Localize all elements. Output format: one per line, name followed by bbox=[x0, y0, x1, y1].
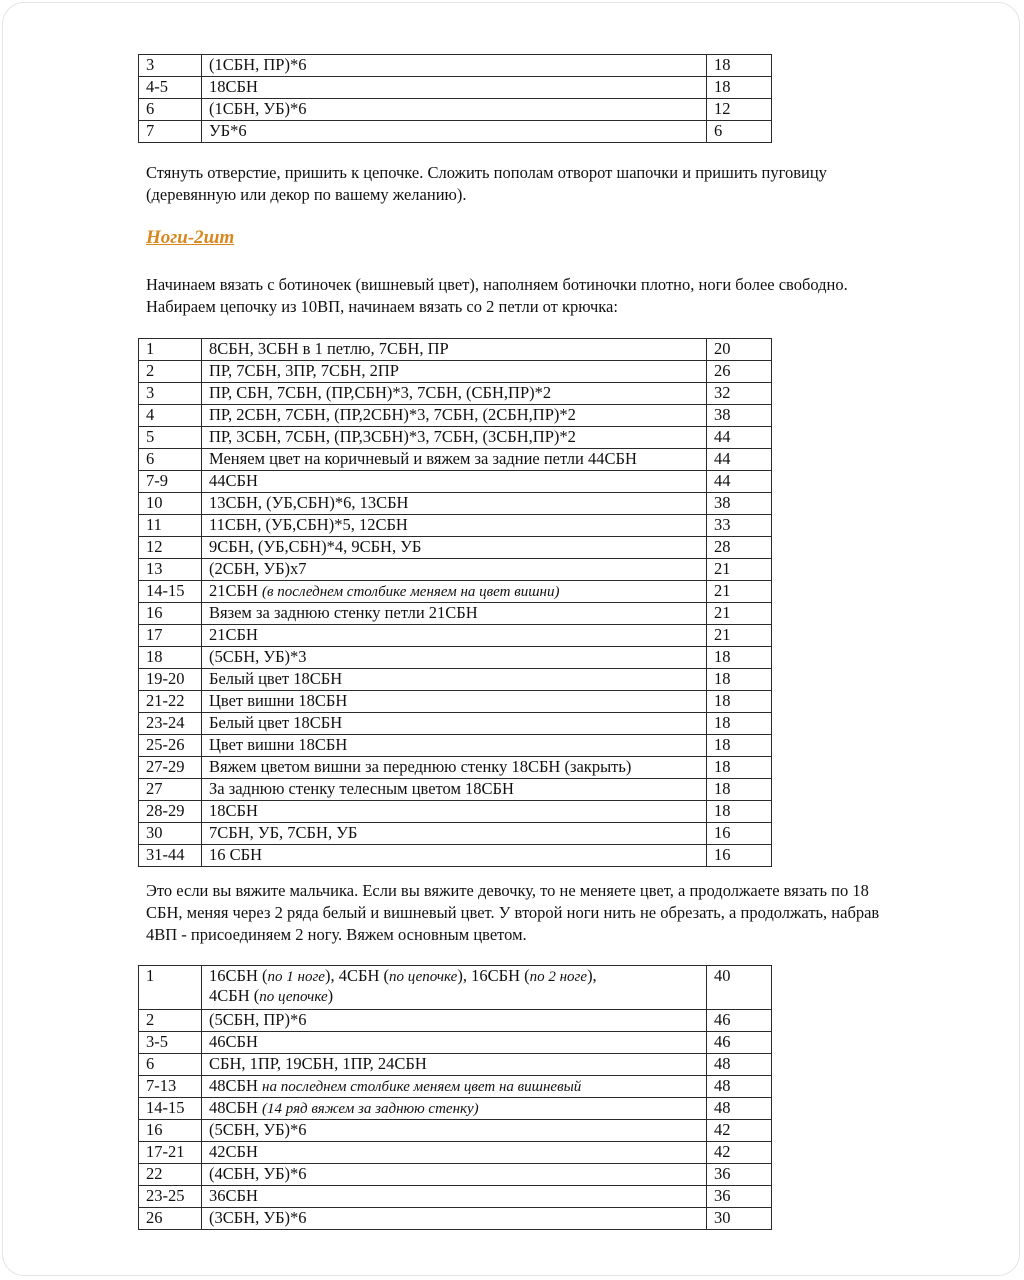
row-number: 19-20 bbox=[139, 669, 202, 691]
row-stitch-count: 18 bbox=[707, 691, 772, 713]
row-number: 2 bbox=[139, 1010, 202, 1032]
row-instruction: 9СБН, (УБ,СБН)*4, 9СБН, УБ bbox=[202, 537, 707, 559]
row-stitch-count: 28 bbox=[707, 537, 772, 559]
row-instruction: ПР, 2СБН, 7СБН, (ПР,2СБН)*3, 7СБН, (2СБН,ПР)*2 bbox=[202, 405, 707, 427]
row-instruction: Вяжем цветом вишни за переднюю стенку 18СБН (закрыть) bbox=[202, 757, 707, 779]
row-number: 23-25 bbox=[139, 1186, 202, 1208]
row-number: 30 bbox=[139, 823, 202, 845]
row-instruction: Вязем за заднюю стенку петли 21СБН bbox=[202, 603, 707, 625]
row-instruction: Цвет вишни 18СБН bbox=[202, 691, 707, 713]
row-stitch-count: 21 bbox=[707, 625, 772, 647]
row-number: 31-44 bbox=[139, 845, 202, 867]
row-instruction: (4СБН, УБ)*6 bbox=[202, 1164, 707, 1186]
row-number: 3 bbox=[139, 383, 202, 405]
row-stitch-count: 18 bbox=[707, 801, 772, 823]
row-instruction: 11СБН, (УБ,СБН)*5, 12СБН bbox=[202, 515, 707, 537]
row-instruction: (1СБН, ПР)*6 bbox=[202, 55, 707, 77]
row-stitch-count: 18 bbox=[707, 647, 772, 669]
row-instruction: 42СБН bbox=[202, 1142, 707, 1164]
row-instruction: 46СБН bbox=[202, 1032, 707, 1054]
row-number: 14-15 bbox=[139, 1098, 202, 1120]
table-row bbox=[139, 1032, 772, 1054]
row-number: 2 bbox=[139, 361, 202, 383]
table-row bbox=[139, 121, 772, 143]
table-row bbox=[139, 361, 772, 383]
row-number: 18 bbox=[139, 647, 202, 669]
table-row bbox=[139, 1054, 772, 1076]
row-stitch-count: 26 bbox=[707, 361, 772, 383]
row-instruction: (5СБН, УБ)*6 bbox=[202, 1120, 707, 1142]
row-number: 5 bbox=[139, 427, 202, 449]
row-instruction: Белый цвет 18СБН bbox=[202, 669, 707, 691]
table-row bbox=[139, 1208, 772, 1230]
row-stitch-count: 46 bbox=[707, 1032, 772, 1054]
table-row bbox=[139, 1186, 772, 1208]
row-stitch-count: 18 bbox=[707, 713, 772, 735]
row-number: 7 bbox=[139, 121, 202, 143]
table-row bbox=[139, 1076, 772, 1098]
row-instruction: За заднюю стенку телесным цветом 18СБН bbox=[202, 779, 707, 801]
row-number: 26 bbox=[139, 1208, 202, 1230]
table-row bbox=[139, 1010, 772, 1032]
row-stitch-count: 38 bbox=[707, 493, 772, 515]
paragraph-finish-hat: Стянуть отверстие, пришить к цепочке. Сложить пополам отворот шапочки и пришить пуговицу (деревянную или декор по вашему желанию). bbox=[146, 163, 827, 204]
row-instruction: 8СБН, 3СБН в 1 петлю, 7СБН, ПР bbox=[202, 339, 707, 361]
row-number: 27-29 bbox=[139, 757, 202, 779]
row-instruction: 21СБН (в последнем столбике меняем на цвет вишни) bbox=[202, 581, 707, 603]
row-instruction: Белый цвет 18СБН bbox=[202, 713, 707, 735]
row-instruction: (1СБН, УБ)*6 bbox=[202, 99, 707, 121]
row-number: 22 bbox=[139, 1164, 202, 1186]
row-instruction: 48СБН на последнем столбике меняем цвет на вишневый bbox=[202, 1076, 707, 1098]
row-stitch-count: 42 bbox=[707, 1120, 772, 1142]
row-stitch-count: 16 bbox=[707, 823, 772, 845]
row-instruction: 44СБН bbox=[202, 471, 707, 493]
row-instruction: 48СБН (14 ряд вяжем за заднюю стенку) bbox=[202, 1098, 707, 1120]
row-stitch-count: 32 bbox=[707, 383, 772, 405]
table-row bbox=[139, 1098, 772, 1120]
table-row bbox=[139, 1120, 772, 1142]
row-number: 1 bbox=[139, 339, 202, 361]
table-row bbox=[139, 603, 772, 625]
row-stitch-count: 46 bbox=[707, 1010, 772, 1032]
table-row bbox=[139, 559, 772, 581]
table-body-rows bbox=[138, 965, 772, 1230]
row-stitch-count: 18 bbox=[707, 757, 772, 779]
table-row bbox=[139, 427, 772, 449]
row-note: (в последнем столбике меняем на цвет вишни) bbox=[262, 584, 560, 600]
row-instruction: 18СБН bbox=[202, 77, 707, 99]
row-instruction: Цвет вишни 18СБН bbox=[202, 735, 707, 757]
table-row bbox=[139, 99, 772, 121]
row-stitch-count: 18 bbox=[707, 55, 772, 77]
paragraph-boy-girl-note: Это если вы вяжите мальчика. Если вы вяжите девочку, то не меняете цвет, а продолжаете вязать по 18 СБН, меняя через 2 ряда белый и вишневый цвет. У второй ноги нить не обрезать, а продолжать, набрав 4ВП - присоединяем 2 ногу. Вяжем основным цветом. bbox=[146, 881, 880, 944]
row-stitch-count: 48 bbox=[707, 1054, 772, 1076]
table-row bbox=[139, 1164, 772, 1186]
row-stitch-count: 48 bbox=[707, 1098, 772, 1120]
row-instruction: 13СБН, (УБ,СБН)*6, 13СБН bbox=[202, 493, 707, 515]
table-row bbox=[139, 383, 772, 405]
table-row bbox=[139, 779, 772, 801]
row-instruction: 36СБН bbox=[202, 1186, 707, 1208]
row-number: 17 bbox=[139, 625, 202, 647]
row-number: 17-21 bbox=[139, 1142, 202, 1164]
table-row bbox=[139, 713, 772, 735]
row-number: 12 bbox=[139, 537, 202, 559]
row-stitch-count: 18 bbox=[707, 779, 772, 801]
table-row bbox=[139, 339, 772, 361]
row-stitch-count: 33 bbox=[707, 515, 772, 537]
table-row bbox=[139, 845, 772, 867]
row-note: (14 ряд вяжем за заднюю стенку) bbox=[262, 1101, 479, 1117]
row-stitch-count: 18 bbox=[707, 77, 772, 99]
table-legs-rows bbox=[138, 338, 772, 867]
row-number: 16 bbox=[139, 1120, 202, 1142]
row-stitch-count: 6 bbox=[707, 121, 772, 143]
row-number: 3-5 bbox=[139, 1032, 202, 1054]
row-stitch-count: 21 bbox=[707, 581, 772, 603]
row-instruction: 16СБН (по 1 ноге), 4СБН (по цепочке), 16СБН (по 2 ноге), 4СБН (по цепочке) bbox=[202, 966, 707, 1010]
table-row bbox=[139, 405, 772, 427]
table-row bbox=[139, 515, 772, 537]
row-instruction: СБН, 1ПР, 19СБН, 1ПР, 24СБН bbox=[202, 1054, 707, 1076]
row-stitch-count: 36 bbox=[707, 1164, 772, 1186]
row-number: 4-5 bbox=[139, 77, 202, 99]
row-instruction: ПР, 7СБН, 3ПР, 7СБН, 2ПР bbox=[202, 361, 707, 383]
row-stitch-count: 36 bbox=[707, 1186, 772, 1208]
table-row bbox=[139, 581, 772, 603]
row-number: 3 bbox=[139, 55, 202, 77]
row-number: 14-15 bbox=[139, 581, 202, 603]
row-stitch-count: 12 bbox=[707, 99, 772, 121]
row-number: 13 bbox=[139, 559, 202, 581]
row-stitch-count: 42 bbox=[707, 1142, 772, 1164]
row-number: 27 bbox=[139, 779, 202, 801]
row-stitch-count: 30 bbox=[707, 1208, 772, 1230]
row-number: 7-9 bbox=[139, 471, 202, 493]
table-row bbox=[139, 449, 772, 471]
row-instruction: (5СБН, УБ)*3 bbox=[202, 647, 707, 669]
table-row bbox=[139, 691, 772, 713]
row-number: 6 bbox=[139, 449, 202, 471]
table-row bbox=[139, 493, 772, 515]
row-instruction: 18СБН bbox=[202, 801, 707, 823]
row-stitch-count: 21 bbox=[707, 603, 772, 625]
row-stitch-count: 48 bbox=[707, 1076, 772, 1098]
row-instruction: 7СБН, УБ, 7СБН, УБ bbox=[202, 823, 707, 845]
row-stitch-count: 44 bbox=[707, 427, 772, 449]
row-number: 16 bbox=[139, 603, 202, 625]
table-row bbox=[139, 735, 772, 757]
table-row bbox=[139, 669, 772, 691]
table-row bbox=[139, 823, 772, 845]
row-number: 28-29 bbox=[139, 801, 202, 823]
table-row bbox=[139, 77, 772, 99]
row-stitch-count: 18 bbox=[707, 735, 772, 757]
table-row bbox=[139, 801, 772, 823]
row-stitch-count: 40 bbox=[707, 966, 772, 1010]
row-instruction: (5СБН, ПР)*6 bbox=[202, 1010, 707, 1032]
row-instruction: ПР, 3СБН, 7СБН, (ПР,3СБН)*3, 7СБН, (3СБН,ПР)*2 bbox=[202, 427, 707, 449]
table-row bbox=[139, 537, 772, 559]
row-number: 6 bbox=[139, 99, 202, 121]
table-row bbox=[139, 625, 772, 647]
table-row bbox=[139, 471, 772, 493]
section-heading-legs: Ноги-2шт bbox=[146, 227, 235, 248]
row-number: 1 bbox=[139, 966, 202, 1010]
row-instruction: ПР, СБН, 7СБН, (ПР,СБН)*3, 7СБН, (СБН,ПР)*2 bbox=[202, 383, 707, 405]
row-instruction: 21СБН bbox=[202, 625, 707, 647]
row-note: на последнем столбике меняем цвет на вишневый bbox=[262, 1079, 582, 1095]
row-instruction: Меняем цвет на коричневый и вяжем за задние петли 44СБН bbox=[202, 449, 707, 471]
table-row bbox=[139, 55, 772, 77]
row-number: 25-26 bbox=[139, 735, 202, 757]
table-row bbox=[139, 966, 772, 1010]
row-stitch-count: 21 bbox=[707, 559, 772, 581]
paragraph-legs-intro: Начинаем вязать с ботиночек (вишневый цвет), наполняем ботиночки плотно, ноги более свободно. Набираем цепочку из 10ВП, начинаем вязать со 2 петли от крючка: bbox=[146, 275, 848, 316]
row-number: 4 bbox=[139, 405, 202, 427]
table-row bbox=[139, 1142, 772, 1164]
row-instruction: (3СБН, УБ)*6 bbox=[202, 1208, 707, 1230]
row-stitch-count: 20 bbox=[707, 339, 772, 361]
table-row bbox=[139, 647, 772, 669]
row-stitch-count: 18 bbox=[707, 669, 772, 691]
row-number: 7-13 bbox=[139, 1076, 202, 1098]
row-number: 10 bbox=[139, 493, 202, 515]
row-number: 21-22 bbox=[139, 691, 202, 713]
row-stitch-count: 44 bbox=[707, 471, 772, 493]
row-stitch-count: 16 bbox=[707, 845, 772, 867]
row-instruction: УБ*6 bbox=[202, 121, 707, 143]
row-instruction: 16 СБН bbox=[202, 845, 707, 867]
row-stitch-count: 38 bbox=[707, 405, 772, 427]
row-number: 23-24 bbox=[139, 713, 202, 735]
row-stitch-count: 44 bbox=[707, 449, 772, 471]
row-number: 11 bbox=[139, 515, 202, 537]
row-number: 6 bbox=[139, 1054, 202, 1076]
table-hat-rows bbox=[138, 54, 772, 143]
table-row bbox=[139, 757, 772, 779]
row-instruction: (2СБН, УБ)х7 bbox=[202, 559, 707, 581]
